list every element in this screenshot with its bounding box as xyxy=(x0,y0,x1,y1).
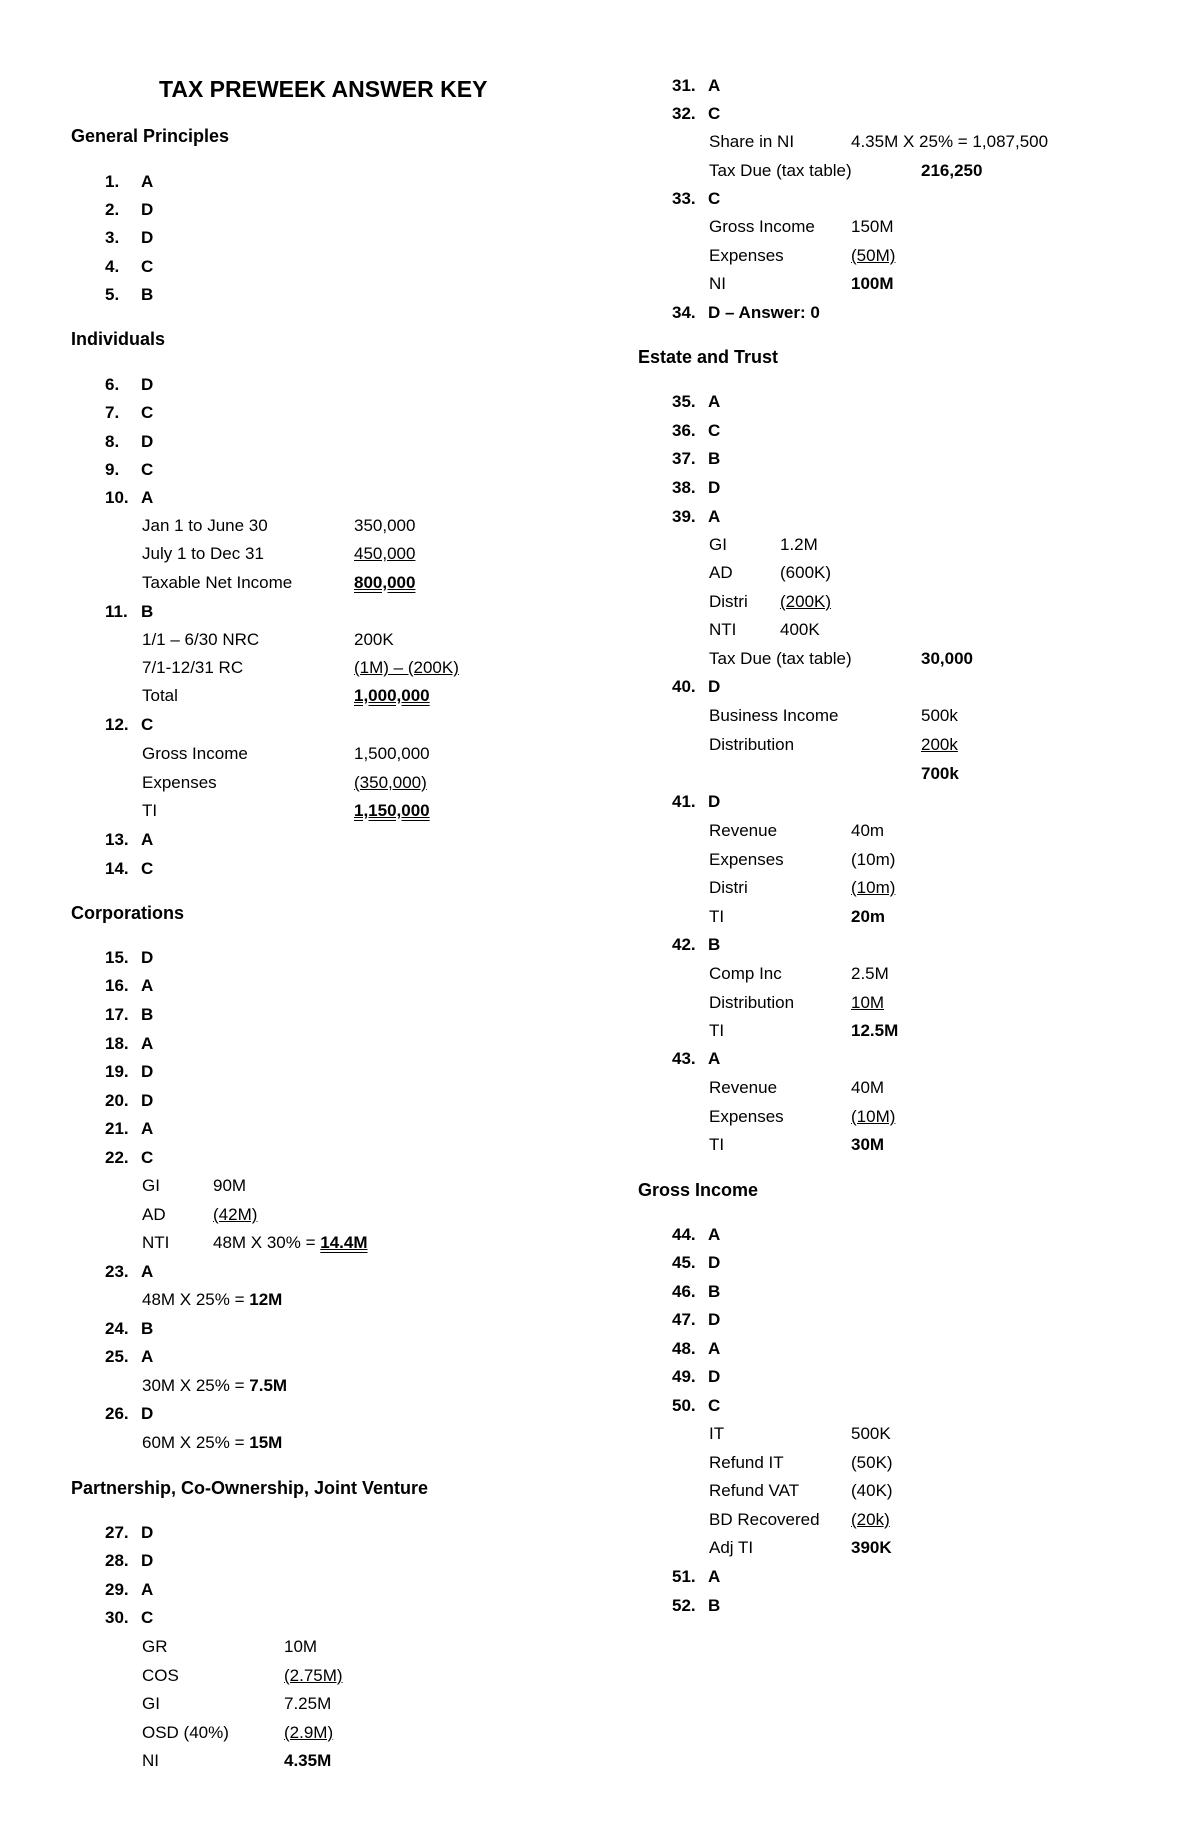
row-label: Refund IT xyxy=(709,1453,784,1472)
row-label: July 1 to Dec 31 xyxy=(142,544,264,563)
row-label: Comp Inc xyxy=(709,964,782,983)
answer-choice: B xyxy=(141,1005,154,1024)
answer-31 xyxy=(672,76,720,96)
row-value: 10M xyxy=(284,1637,318,1656)
row-value: 4.35M xyxy=(284,1751,332,1770)
row-formula: 48M X 25% = xyxy=(142,1290,250,1309)
row-value: (10m) xyxy=(851,878,896,897)
answer-choice: D xyxy=(708,677,721,696)
answer-choice: D xyxy=(708,478,721,497)
answer-number: 16. xyxy=(105,976,129,995)
answer-choice: C xyxy=(141,1608,154,1627)
answer-number: 40. xyxy=(672,677,696,696)
answer-number: 30. xyxy=(105,1608,129,1627)
row-label: OSD (40%) xyxy=(142,1723,229,1742)
row-label: Tax Due (tax table) xyxy=(709,649,852,668)
answer-number: 38. xyxy=(672,478,696,497)
answer-choice: A xyxy=(708,1225,721,1244)
answer-choice: A xyxy=(141,172,154,191)
answer-28 xyxy=(105,1551,153,1571)
row-label: NTI xyxy=(142,1233,170,1252)
row-label: AD xyxy=(709,563,733,582)
row-value: 1.2M xyxy=(780,535,818,554)
row-label: TI xyxy=(709,1135,725,1154)
answer-50 xyxy=(672,1396,720,1416)
answer-1 xyxy=(105,172,153,192)
answer-number: 7. xyxy=(105,403,120,422)
answer-27 xyxy=(105,1523,153,1543)
row-label: Expenses xyxy=(709,850,784,869)
answer-choice: D xyxy=(141,1523,154,1542)
answer-32 xyxy=(672,104,720,124)
row-value: 40m xyxy=(851,821,885,840)
row-label: IT xyxy=(709,1424,725,1443)
answer-16 xyxy=(105,976,153,996)
row-label: Share in NI xyxy=(709,132,795,151)
answer-12 xyxy=(105,715,153,735)
row-result: 14.4M xyxy=(320,1233,368,1252)
answer-number: 44. xyxy=(672,1225,696,1244)
answer-number: 28. xyxy=(105,1551,129,1570)
answer-21 xyxy=(105,1119,153,1139)
answer-choice: A xyxy=(141,488,154,507)
row-label: Expenses xyxy=(142,773,217,792)
answer-number: 49. xyxy=(672,1367,696,1386)
answer-number: 21. xyxy=(105,1119,129,1138)
row-formula: 30M X 25% = xyxy=(142,1376,250,1395)
answer-number: 8. xyxy=(105,432,120,451)
answer-choice: C xyxy=(141,460,154,479)
answer-choice: D xyxy=(141,200,154,219)
row-value: (600K) xyxy=(780,563,832,582)
row-label: Distri xyxy=(709,878,748,897)
answer-choice: A xyxy=(708,507,721,526)
answer-choice: C xyxy=(708,189,721,208)
answer-number: 4. xyxy=(105,257,120,276)
answer-number: 24. xyxy=(105,1319,129,1338)
answer-26 xyxy=(105,1404,153,1424)
answer-11 xyxy=(105,602,153,622)
answer-number: 45. xyxy=(672,1253,696,1272)
answer-22 xyxy=(105,1148,153,1168)
answer-2 xyxy=(105,200,153,220)
answer-choice: D xyxy=(708,1253,721,1272)
row-label: Refund VAT xyxy=(709,1481,800,1500)
answer-13 xyxy=(105,830,153,850)
answer-8 xyxy=(105,432,153,452)
row-value: 800,000 xyxy=(354,573,416,592)
row-value: (10M) xyxy=(851,1107,896,1126)
row-value: 1,500,000 xyxy=(354,744,430,763)
row-result: 15M xyxy=(249,1433,283,1452)
answer-choice: D xyxy=(708,1310,721,1329)
answer-number: 15. xyxy=(105,948,129,967)
answer-choice: C xyxy=(141,257,154,276)
answer-choice: A xyxy=(708,1567,721,1586)
answer-number: 47. xyxy=(672,1310,696,1329)
answer-number: 3. xyxy=(105,228,120,247)
answer-39 xyxy=(672,507,720,527)
q25-row xyxy=(142,1376,287,1396)
answer-number: 2. xyxy=(105,200,120,219)
answer-44 xyxy=(672,1225,720,1245)
row-value: (1M) – (200K) xyxy=(354,658,459,677)
answer-number: 11. xyxy=(105,602,128,621)
answer-47 xyxy=(672,1310,720,1330)
row-value: (2.75M) xyxy=(284,1666,343,1685)
row-label: GI xyxy=(709,535,727,554)
answer-choice: D xyxy=(708,792,721,811)
answer-number: 42. xyxy=(672,935,696,954)
row-value: 4.35M X 25% = 1,087,500 xyxy=(851,132,1049,151)
answer-choice: B xyxy=(141,285,154,304)
row-label: Jan 1 to June 30 xyxy=(142,516,268,535)
row-value: (50K) xyxy=(851,1453,893,1472)
answer-choice: D xyxy=(141,948,154,967)
answer-choice: D – Answer: 0 xyxy=(708,303,820,322)
answer-number: 17. xyxy=(105,1005,129,1024)
answer-18 xyxy=(105,1034,153,1054)
row-value: 30M xyxy=(851,1135,885,1154)
row-value: (2.9M) xyxy=(284,1723,334,1742)
answer-choice: C xyxy=(141,859,154,878)
answer-number: 22. xyxy=(105,1148,129,1167)
row-label: GI xyxy=(142,1176,160,1195)
answer-choice: A xyxy=(141,1262,154,1281)
answer-number: 51. xyxy=(672,1567,696,1586)
row-value: 12.5M xyxy=(851,1021,899,1040)
row-value: 90M xyxy=(213,1176,247,1195)
answer-choice: C xyxy=(708,104,721,123)
answer-number: 32. xyxy=(672,104,696,123)
answer-choice: A xyxy=(708,1049,721,1068)
answer-choice: D xyxy=(141,432,154,451)
row-label: Revenue xyxy=(709,1078,778,1097)
row-value: (42M) xyxy=(213,1205,258,1224)
row-value: (350,000) xyxy=(354,773,427,792)
row-label: Adj TI xyxy=(709,1538,754,1557)
answer-choice: D xyxy=(141,375,154,394)
row-label: Taxable Net Income xyxy=(142,573,293,592)
row-label: Tax Due (tax table) xyxy=(709,161,852,180)
answer-number: 36. xyxy=(672,421,696,440)
section-individuals: Individuals xyxy=(71,329,166,349)
answer-choice: B xyxy=(708,1282,721,1301)
answer-6 xyxy=(105,375,153,395)
answer-46 xyxy=(672,1282,720,1302)
answer-number: 29. xyxy=(105,1580,129,1599)
row-value: 216,250 xyxy=(921,161,983,180)
row-value: 350,000 xyxy=(354,516,416,535)
answer-choice: C xyxy=(141,715,154,734)
row-value: 200k xyxy=(921,735,958,754)
answer-number: 10. xyxy=(105,488,129,507)
row-value: 30,000 xyxy=(921,649,973,668)
row-label: BD Recovered xyxy=(709,1510,820,1529)
row-value: 450,000 xyxy=(354,544,416,563)
answer-choice: B xyxy=(708,449,721,468)
answer-choice: B xyxy=(708,1596,721,1615)
answer-choice: D xyxy=(141,1062,154,1081)
answer-5 xyxy=(105,285,153,305)
answer-choice: C xyxy=(141,1148,154,1167)
answer-choice: A xyxy=(141,1347,154,1366)
answer-number: 27. xyxy=(105,1523,129,1542)
answer-51 xyxy=(672,1567,720,1587)
answer-number: 6. xyxy=(105,375,120,394)
row-label: Distri xyxy=(709,592,748,611)
answer-choice: A xyxy=(708,392,721,411)
answer-4 xyxy=(105,257,153,277)
answer-23 xyxy=(105,1262,153,1282)
answer-choice: B xyxy=(708,935,721,954)
row-label: Distribution xyxy=(709,735,795,754)
answer-42 xyxy=(672,935,720,955)
row-label: NI xyxy=(709,274,726,293)
answer-number: 9. xyxy=(105,460,120,479)
answer-number: 48. xyxy=(672,1339,696,1358)
answer-number: 19. xyxy=(105,1062,129,1081)
answer-choice: A xyxy=(141,1580,154,1599)
answer-number: 50. xyxy=(672,1396,696,1415)
answer-17 xyxy=(105,1005,153,1025)
answer-choice: C xyxy=(141,403,154,422)
section-estate-trust: Estate and Trust xyxy=(638,347,779,367)
row-value: 40M xyxy=(851,1078,885,1097)
answer-25 xyxy=(105,1347,153,1367)
answer-choice: C xyxy=(708,1396,721,1415)
row-value: 500K xyxy=(851,1424,891,1443)
answer-number: 31. xyxy=(672,76,696,95)
answer-number: 34. xyxy=(672,303,696,322)
q23-row xyxy=(142,1290,282,1310)
answer-choice: A xyxy=(708,76,721,95)
row-label: NI xyxy=(142,1751,159,1770)
row-label: Expenses xyxy=(709,246,784,265)
row-value: 200K xyxy=(354,630,394,649)
row-label: Gross Income xyxy=(709,217,815,236)
row-formula: 48M X 30% = xyxy=(213,1233,321,1252)
row-value: (40K) xyxy=(851,1481,893,1500)
answer-20 xyxy=(105,1091,153,1111)
answer-24 xyxy=(105,1319,153,1339)
row-label: Revenue xyxy=(709,821,778,840)
answer-number: 14. xyxy=(105,859,129,878)
answer-choice: A xyxy=(141,1119,154,1138)
answer-choice: D xyxy=(708,1367,721,1386)
answer-45 xyxy=(672,1253,720,1273)
answer-number: 43. xyxy=(672,1049,696,1068)
answer-52 xyxy=(672,1596,720,1616)
answer-40 xyxy=(672,677,720,697)
answer-37 xyxy=(672,449,720,469)
answer-19 xyxy=(105,1062,153,1082)
row-value: 10M xyxy=(851,993,885,1012)
answer-number: 20. xyxy=(105,1091,129,1110)
answer-choice: B xyxy=(141,1319,154,1338)
answer-number: 1. xyxy=(105,172,120,191)
answer-number: 18. xyxy=(105,1034,129,1053)
row-result: 7.5M xyxy=(249,1376,288,1395)
row-value: 100M xyxy=(851,274,894,293)
row-label: 7/1-12/31 RC xyxy=(142,658,244,677)
row-label: GI xyxy=(142,1694,160,1713)
answer-choice: C xyxy=(708,421,721,440)
answer-choice: D xyxy=(141,1551,154,1570)
answer-choice: B xyxy=(141,602,154,621)
answer-33 xyxy=(672,189,720,209)
section-corporations: Corporations xyxy=(71,903,185,923)
answer-29 xyxy=(105,1580,153,1600)
answer-number: 23. xyxy=(105,1262,129,1281)
answer-number: 12. xyxy=(105,715,129,734)
row-value: 20m xyxy=(851,907,886,926)
row-label: Gross Income xyxy=(142,744,248,763)
answer-number: 39. xyxy=(672,507,696,526)
answer-48 xyxy=(672,1339,720,1359)
answer-choice: D xyxy=(141,1404,154,1423)
answer-number: 13. xyxy=(105,830,129,849)
answer-number: 33. xyxy=(672,189,696,208)
row-value: (200K) xyxy=(780,592,832,611)
answer-choice: A xyxy=(141,1034,154,1053)
answer-choice: A xyxy=(708,1339,721,1358)
answer-30 xyxy=(105,1608,153,1628)
row-label: COS xyxy=(142,1666,179,1685)
answer-7 xyxy=(105,403,153,423)
answer-14 xyxy=(105,859,153,879)
row-label: NTI xyxy=(709,620,737,639)
row-label: AD xyxy=(142,1205,166,1224)
row-value: 500k xyxy=(921,706,958,725)
section-general-principles: General Principles xyxy=(71,126,230,146)
answer-10 xyxy=(105,488,153,508)
row-label: Business Income xyxy=(709,706,839,725)
q26-row xyxy=(142,1433,282,1453)
row-value: (20k) xyxy=(851,1510,890,1529)
row-value: 700k xyxy=(921,764,959,783)
answer-choice: A xyxy=(141,976,154,995)
row-value: (10m) xyxy=(851,850,896,869)
row-value: 1,000,000 xyxy=(354,686,430,705)
row-label: Total xyxy=(142,686,178,705)
answer-number: 5. xyxy=(105,285,120,304)
answer-number: 26. xyxy=(105,1404,129,1423)
answer-15 xyxy=(105,948,153,968)
answer-number: 52. xyxy=(672,1596,696,1615)
row-value: 2.5M xyxy=(851,964,889,983)
answer-36 xyxy=(672,421,720,441)
answer-35 xyxy=(672,392,720,412)
answer-choice: D xyxy=(141,1091,154,1110)
row-value: 7.25M xyxy=(284,1694,332,1713)
row-value: 150M xyxy=(851,217,894,236)
row-value: 1,150,000 xyxy=(354,801,430,820)
answer-number: 41. xyxy=(672,792,696,811)
answer-number: 37. xyxy=(672,449,696,468)
section-gross-income: Gross Income xyxy=(638,1180,759,1200)
row-label: 1/1 – 6/30 NRC xyxy=(142,630,260,649)
answer-43 xyxy=(672,1049,720,1069)
answer-9 xyxy=(105,460,153,480)
answer-choice: D xyxy=(141,228,154,247)
row-label: TI xyxy=(142,801,158,820)
row-formula: 60M X 25% = xyxy=(142,1433,250,1452)
answer-41 xyxy=(672,792,720,812)
answer-38 xyxy=(672,478,720,498)
answer-choice: A xyxy=(141,830,154,849)
row-label: Distribution xyxy=(709,993,795,1012)
row-result: 12M xyxy=(249,1290,283,1309)
answer-number: 25. xyxy=(105,1347,129,1366)
answer-number: 46. xyxy=(672,1282,696,1301)
answer-number: 35. xyxy=(672,392,696,411)
row-value: 390K xyxy=(851,1538,892,1557)
row-label: TI xyxy=(709,1021,725,1040)
answer-49 xyxy=(672,1367,720,1387)
answer-3 xyxy=(105,228,153,248)
section-partnership: Partnership, Co-Ownership, Joint Venture xyxy=(71,1478,429,1498)
row-label: Expenses xyxy=(709,1107,784,1126)
row-label: GR xyxy=(142,1637,168,1656)
row-value: 400K xyxy=(780,620,820,639)
row-label: TI xyxy=(709,907,725,926)
row-value: (50M) xyxy=(851,246,896,265)
answer-34 xyxy=(672,303,820,323)
page-title: TAX PREWEEK ANSWER KEY xyxy=(159,76,488,102)
